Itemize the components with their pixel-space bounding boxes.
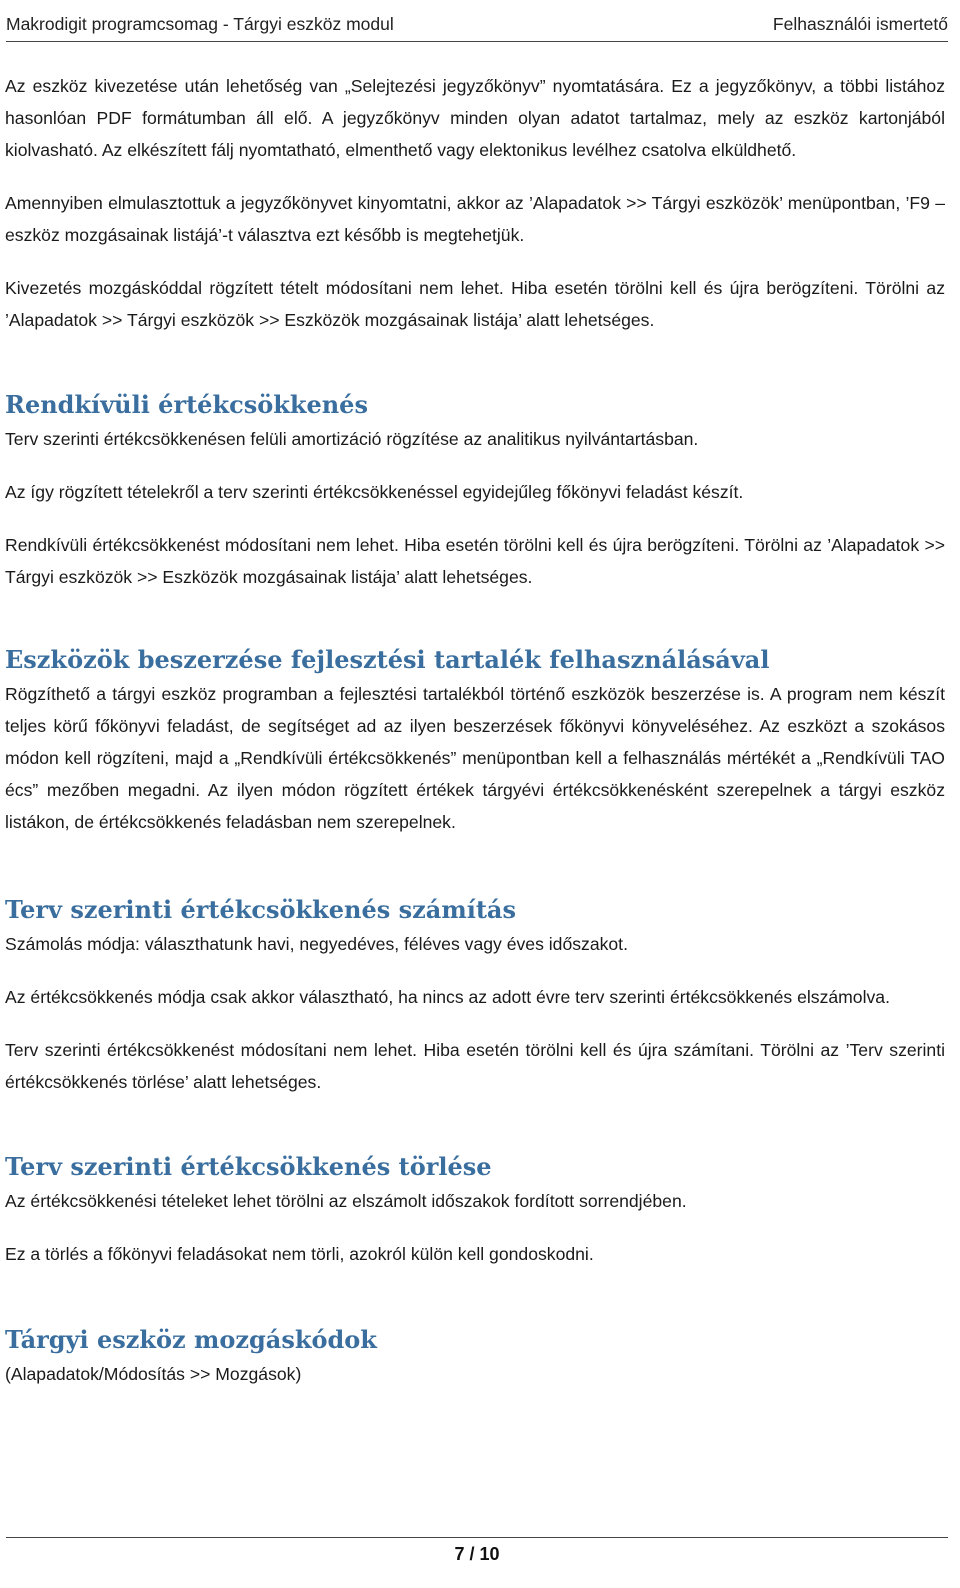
section-paragraph: Az így rögzített tételekről a terv szerinti értékcsökkenéssel egyidejűleg főkönyvi feladást készít. — [5, 482, 744, 502]
page-footer — [6, 1537, 948, 1565]
page-header — [6, 0, 948, 42]
section-paragraph: Rögzíthető a tárgyi eszköz programban a fejlesztési tartalékból történő eszközök beszerzése is. A program nem készít teljes körű főkönyvi feladást, de segítséget ad az ilyen beszerzések főkönyvi könyveléséhez. Az eszközt a szokásos módon kell rögzíteni, majd a „Rendkívüli értékcsökkenés” menüpontban kell a felhasználás mértékét a „Rendkívüli TAO écs” mezőben megadni. Az ilyen módon rögzített értékek tárgyévi értékcsökkenésként szerepelnek a tárgyi eszköz listákon, de értékcsökkenés feladásban nem szerepelnek. — [5, 684, 945, 832]
page-content — [5, 40, 945, 1390]
intro-paragraph-2: Amennyiben elmulasztottuk a jegyzőkönyvet kinyomtatni, akkor az ’Alapadatok >> Tárgyi eszközök’ menüpontban, ’F9 – eszköz mozgásainak listájá’-t választva ezt később is megtehetjük. — [5, 193, 945, 245]
intro-paragraph-1: Az eszköz kivezetése után lehetőség van „Selejtezési jegyzőkönyv” nyomtatására. Ez a jegyzőkönyv, a többi listához hasonlóan PDF formátumban áll elő. A jegyzőkönyv minden olyan adatot tartalmaz, mely az eszköz kartonjából kiolvasható. Az elkészített fálj nyomtatható, elmenthető vagy elektonikus levélhez csatolva elküldhető. — [5, 76, 945, 160]
section-paragraph: Terv szerinti értékcsökkenésen felüli amortizáció rögzítése az analitikus nyilvántartásban. — [5, 429, 699, 449]
section-paragraph: Rendkívüli értékcsökkenést módosítani nem lehet. Hiba esetén törölni kell és újra berögzíteni. Törölni az ’Alapadatok >> Tárgyi eszközök >> Eszközök mozgásainak listája’ alatt lehetséges. — [5, 535, 945, 587]
section-paragraph: Az értékcsökkenés módja csak akkor választható, ha nincs az adott évre terv szerinti értékcsökkenés elszámolva. — [5, 987, 890, 1007]
section-paragraph: Ez a törlés a főkönyvi feladásokat nem törli, azokról külön kell gondoskodni. — [5, 1244, 594, 1264]
section-heading-planned-depreciation-delete: Terv szerinti értékcsökkenés törlése — [5, 1152, 492, 1181]
section-heading-development-reserve: Eszközök beszerzése fejlesztési tartalék felhasználásával — [5, 645, 770, 674]
intro-paragraph-3: Kivezetés mozgáskóddal rögzített tételt módosítani nem lehet. Hiba esetén törölni kell és újra berögzíteni. Törölni az ’Alapadatok >> Tárgyi eszközök >> Eszközök mozgásainak listája’ alatt lehetséges. — [5, 278, 945, 330]
section-paragraph: Az értékcsökkenési tételeket lehet törölni az elszámolt időszakok fordított sorrendjében. — [5, 1191, 687, 1211]
header-doc-type: Felhasználói ismertető — [772, 14, 948, 34]
page-number: 7 / 10 — [454, 1544, 500, 1564]
section-paragraph: Terv szerinti értékcsökkenést módosítani nem lehet. Hiba esetén törölni kell és újra számítani. Törölni az ’Terv szerinti értékcsökkenés törlése’ alatt lehetséges. — [5, 1040, 945, 1092]
section-paragraph: Számolás módja: választhatunk havi, negyedéves, féléves vagy éves időszakot. — [5, 934, 628, 954]
section-heading-movement-codes: Tárgyi eszköz mozgáskódok — [5, 1325, 377, 1354]
section-heading-extraordinary-depreciation: Rendkívüli értékcsökkenés — [5, 390, 368, 419]
section-heading-planned-depreciation-calc: Terv szerinti értékcsökkenés számítás — [5, 895, 516, 924]
section-paragraph: (Alapadatok/Módosítás >> Mozgások) — [5, 1364, 302, 1384]
header-title: Makrodigit programcsomag - Tárgyi eszköz modul — [6, 14, 394, 34]
